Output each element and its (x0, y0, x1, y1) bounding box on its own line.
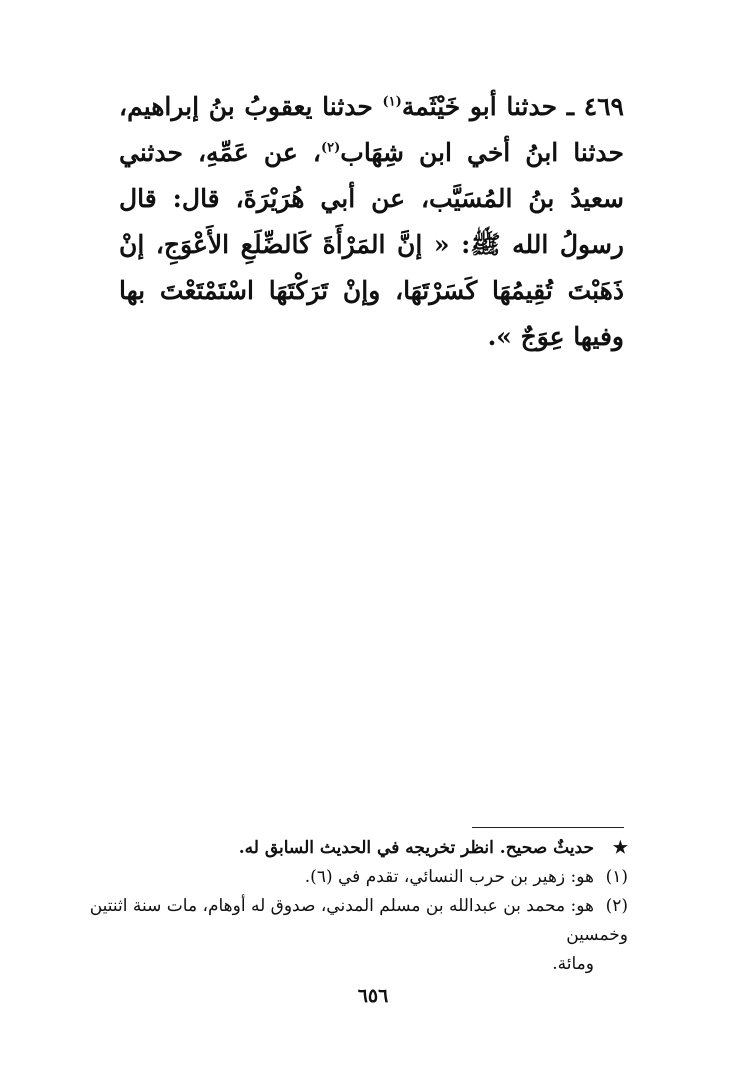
hadith-number: ٤٦٩ (583, 92, 624, 121)
footnote-2-text: هو: محمد بن عبدالله بن مسلم المدني، صدوق له أوهام، مات سنة اثنتين وخمسين (89, 896, 628, 945)
footnote-ref-2: (٢) (320, 140, 341, 156)
footnote-ref-1: (١) (382, 94, 402, 110)
hadith-dash: ـ (557, 92, 584, 121)
footnote-2-mark: (٢) (605, 896, 628, 916)
footnote-1 (68, 863, 628, 892)
hadith-text-part-3: ، عن عَمِّهِ، حدثني سعيدُ بنُ المُسَيَّب، عن أبي هُرَيْرَةَ، قال: قال رسولُ الله ﷺ: « إنَّ المَرْأَةَ كَالضِّلَعِ الأَعْوَجِ، إنْ ذَهَبْتَ تُقِيمُهَا كَسَرْتَهَا، وإنْ تَرَكْتَهَا اسْتَمْتَعْتَ بها وفيها عِوَجٌ ». (119, 138, 624, 351)
page-number: ٦٥٦ (357, 985, 389, 1007)
hadith-text (119, 84, 624, 360)
footnote-2 (68, 892, 628, 950)
star-icon: ★ (612, 838, 628, 858)
footnote-1-mark: (١) (605, 867, 628, 887)
footnotes (68, 834, 628, 979)
footnote-separator (472, 827, 624, 828)
footnote-star (68, 834, 628, 863)
hadith-text-part-2: حدثنا يعقوبُ بنُ إبراهيم، حدثنا ابنُ أخي ابن شِهَاب (119, 92, 624, 167)
footnote-1-text: هو: زهير بن حرب النسائي، تقدم في (٦). (304, 867, 594, 887)
footnote-star-text: حديثٌ صحيح. انظر تخريجه في الحديث السابق له. (238, 838, 594, 858)
footnote-2-continuation: ومائة. (552, 954, 594, 974)
hadith-text-part-1: حدثنا أبو خَيْثَمة (401, 92, 558, 121)
